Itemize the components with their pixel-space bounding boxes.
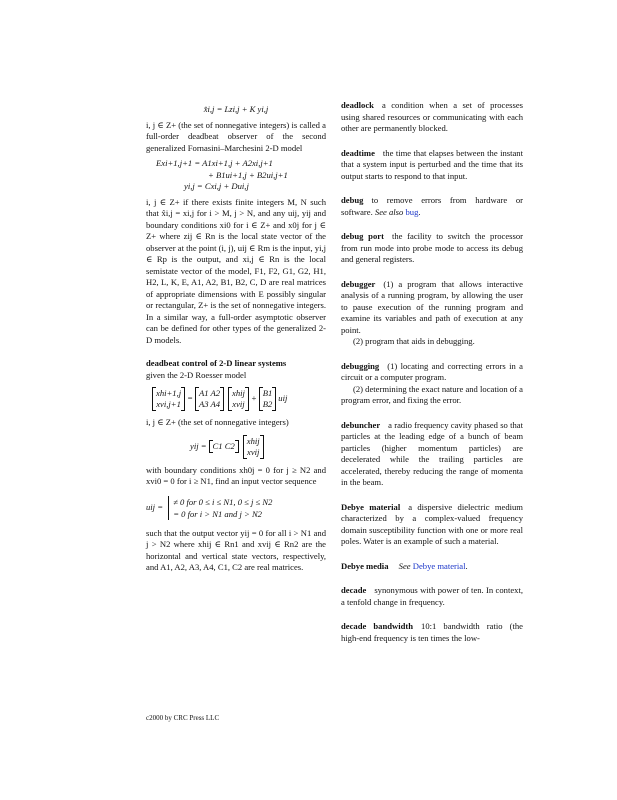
entry-term: debug port bbox=[341, 231, 384, 241]
matrix-cell: xvij bbox=[247, 446, 260, 457]
input-symbol: uij bbox=[278, 392, 288, 403]
entry-definition: a radio frequency cavity phased so that particles at the leading edge of a bunch of beam particles (higher momentum particles) are decelerated while the trailing particles are accelerated, thereby reducing the range of momenta in the beam. bbox=[341, 419, 523, 487]
entry-text bbox=[341, 100, 523, 135]
glossary-entry bbox=[341, 231, 523, 266]
right-column bbox=[341, 100, 523, 657]
entry-punctuation: . bbox=[465, 560, 468, 571]
entry-definition: a dispersive dielectric medium characterized by a complex-valued frequency domain susceptibility function with one or more real poles. Water is an example of such a material. bbox=[341, 501, 523, 546]
entry-term: debug bbox=[341, 195, 364, 205]
cross-reference-link[interactable]: bug bbox=[405, 206, 419, 217]
entry-text bbox=[341, 231, 523, 266]
section-heading: deadbeat control of 2-D linear systems bbox=[146, 358, 287, 368]
matrix-cell: xhi+1,j bbox=[156, 388, 182, 398]
paragraph: i, j ∈ Z+ if there exists finite integers M, N such that x̂i,j = xi,j for i > M, j > N, and any uij, yij and boundary conditions xi0 for i ∈ Z+ and x0j for j ∈ Z+ where zij ∈ Rn is the local state vector of the observer at the point (i, j), uij ∈ Rm is the input, yi,j ∈ Rp is the output, and xi,j ∈ Rn is the local semistate vector of the model, F1, F2, G1, G2, H1, H2, L, K, E, A1, A2, B1, B2, C, D are real matrices of appropriate dimensions with E possibly singular or rectangular, Z+ is the set of nonnegative integers. In a similar way, a full-order asymptotic observer can be defined for other types of the generalized 2-D models. bbox=[146, 196, 326, 345]
entry-definition: 10:1 bandwidth ratio (the high-end frequency is ten times the low- bbox=[341, 621, 523, 643]
entry-term: Debye material bbox=[341, 501, 401, 512]
entry-text bbox=[341, 585, 523, 608]
matrix-b bbox=[259, 387, 277, 411]
entry-text bbox=[341, 148, 523, 183]
see-also-label: See bbox=[398, 560, 411, 571]
glossary-entry bbox=[341, 621, 523, 644]
paragraph: given the 2-D Roesser model bbox=[146, 369, 247, 380]
entry-text bbox=[341, 195, 523, 218]
entry-definition: the facility to switch the processor from run mode into probe mode to access its debug and general registers. bbox=[341, 231, 523, 264]
equation-lhs: yij = bbox=[190, 440, 207, 451]
entry-term: debuncher bbox=[341, 419, 381, 430]
matrix-cell: xhij bbox=[246, 435, 260, 446]
matrix-lhs bbox=[152, 387, 185, 411]
matrix-cell: A1 A2 bbox=[198, 388, 221, 398]
entry-definition: synonymous with power of ten. In context, a tenfold change in frequency. bbox=[341, 585, 523, 607]
entry-text bbox=[341, 361, 523, 384]
matrix-cell: xvij bbox=[232, 399, 245, 409]
matrix-x bbox=[243, 435, 264, 459]
entry-definition: a condition when a set of processes using shared resources or communicating with each other are permanently blocked. bbox=[341, 100, 523, 133]
entry-term: debugging bbox=[341, 360, 380, 371]
entry-term: debugger bbox=[341, 278, 376, 289]
entry-definition: the time that elapses between the instant that a system input is perturbed and the time that its output starts to respond to that input. bbox=[341, 147, 523, 181]
equation-output bbox=[190, 435, 326, 459]
glossary-entry bbox=[341, 148, 523, 183]
entry-text bbox=[341, 621, 523, 644]
entry-definition-2: (2) determining the exact nature and location of a program error, and fixing the error. bbox=[341, 383, 523, 405]
matrix-cell: xhij bbox=[232, 388, 245, 398]
entry-punctuation: . bbox=[418, 206, 421, 217]
entry-term: deadtime bbox=[341, 147, 375, 158]
entry-definition: (1) a program that allows interactive analysis of a running program, by allowing the user to pause execution of the running program and examine its variables and path of execution at any point. bbox=[341, 278, 523, 335]
matrix-cell: C1 C2 bbox=[212, 441, 235, 451]
glossary-entry bbox=[341, 195, 523, 218]
matrix-c bbox=[209, 440, 239, 453]
entry-term: deadlock bbox=[341, 100, 374, 110]
cases-brace bbox=[168, 496, 272, 520]
glossary-entry bbox=[341, 361, 523, 407]
matrix-cell: xvi,j+1 bbox=[156, 399, 181, 409]
left-column bbox=[146, 100, 326, 574]
equation-line: Exi+1,j+1 = A1xi+1,j + A2xi,j+1 bbox=[156, 158, 273, 168]
equation-fm-model bbox=[146, 158, 326, 193]
entry-definition: to remove errors from hardware or software. bbox=[341, 195, 523, 217]
glossary-entry bbox=[341, 585, 523, 608]
equation-observer: x̂i,j = Lzi,j + K yi,j bbox=[203, 104, 269, 114]
entry-text bbox=[341, 502, 523, 548]
case-line: ≠ 0 for 0 ≤ i ≤ N1, 0 ≤ j ≤ N2 bbox=[173, 496, 273, 507]
paragraph: such that the output vector yij = 0 for all i > N1 and j > N2 where xhij ∈ Rn1 and xvij ∈ Rn2 are the horizontal and vertical state vectors, respectively, and A1, A2, A3, A4, C1, C2 are real matrices. bbox=[146, 527, 326, 572]
equation-lhs: uij = bbox=[146, 501, 164, 512]
glossary-entry bbox=[341, 502, 523, 548]
glossary-entry bbox=[341, 561, 523, 573]
entry-text bbox=[341, 279, 523, 337]
see-also-label: See also bbox=[374, 206, 404, 217]
equation-roesser: xhi+1,j xvi,j+1 = A1 A2 A3 A4 xhij xvij + B1 B2 uij bbox=[150, 387, 326, 411]
equation-line: + B1ui+1,j + B2ui,j+1 bbox=[208, 169, 288, 180]
glossary-entry bbox=[341, 420, 523, 489]
equation-input-sequence bbox=[146, 496, 326, 520]
matrix-cell: B2 bbox=[262, 399, 273, 409]
entry-term: decade bbox=[341, 585, 367, 595]
entry-definition-2: (2) program that aids in debugging. bbox=[353, 336, 475, 346]
entry-definition: (1) locating and correcting errors in a circuit or a computer program. bbox=[341, 360, 523, 382]
matrix-x bbox=[228, 387, 249, 411]
glossary-entry bbox=[341, 100, 523, 135]
matrix-cell: A3 A4 bbox=[198, 399, 221, 409]
copyright-footer: c2000 by CRC Press LLC bbox=[146, 714, 220, 722]
paragraph: i, j ∈ Z+ (the set of nonnegative integers) is called a full-order deadbeat observer of the second generalized Fornasini–Marchesini 2-D model bbox=[146, 119, 326, 153]
paragraph: with boundary conditions xh0j = 0 for j ≥ N2 and xvi0 = 0 for i ≥ N1, find an input vector sequence bbox=[146, 464, 326, 486]
matrix-a bbox=[195, 387, 224, 411]
cross-reference-link[interactable]: Debye material bbox=[412, 560, 466, 571]
entry-term: decade bandwidth bbox=[341, 621, 414, 631]
matrix-cell: B1 bbox=[262, 388, 273, 398]
glossary-entry bbox=[341, 279, 523, 348]
equation-line: yi,j = Cxi,j + Dui,j bbox=[184, 181, 249, 191]
entry-term: Debye media bbox=[341, 560, 389, 571]
case-line: = 0 for i > N1 and j > N2 bbox=[173, 508, 262, 519]
entry-text bbox=[341, 420, 523, 489]
paragraph: i, j ∈ Z+ (the set of nonnegative integers) bbox=[146, 417, 289, 427]
entry-text bbox=[341, 561, 523, 573]
